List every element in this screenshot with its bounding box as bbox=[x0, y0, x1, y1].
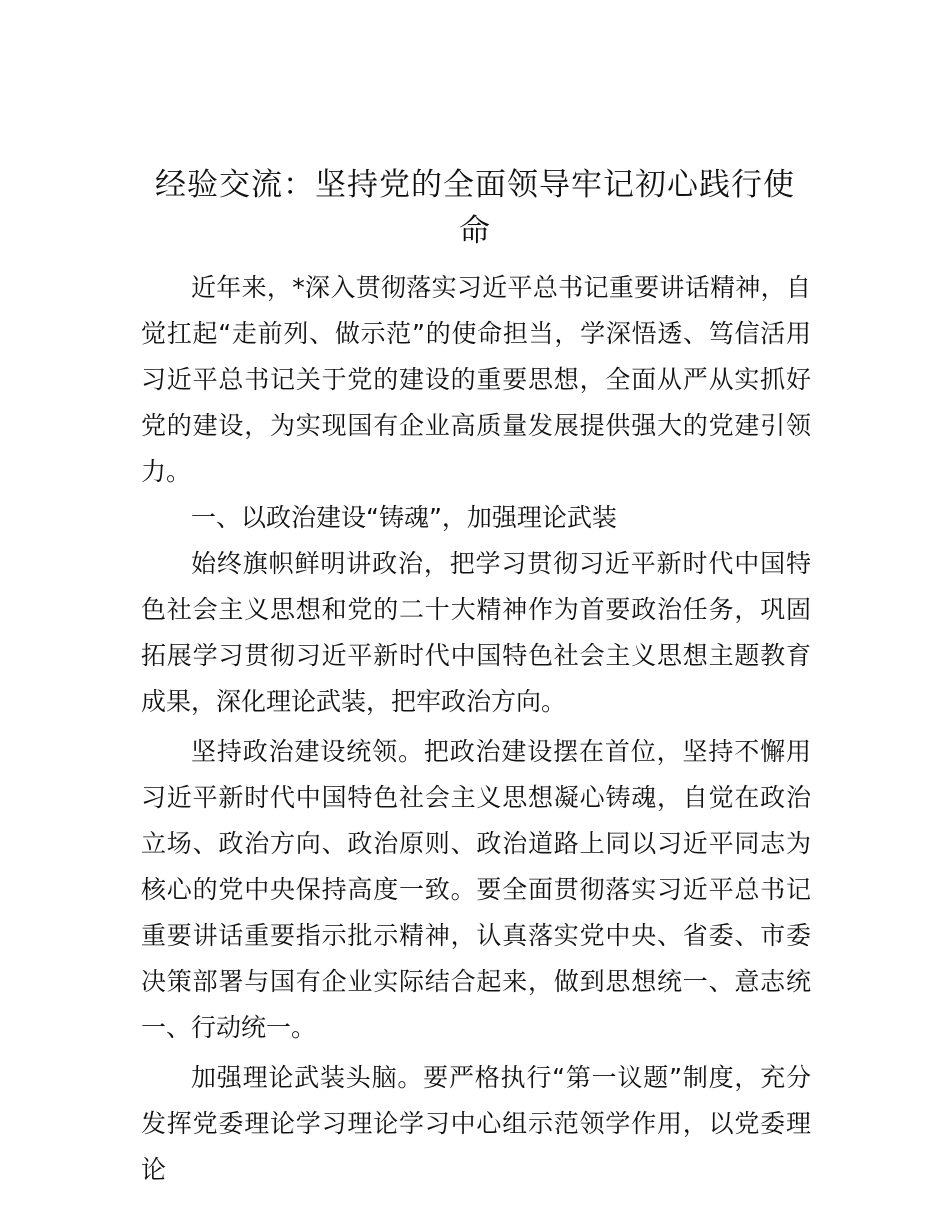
section-heading-1: 一、以政治建设“铸魂”，加强理论武装 bbox=[191, 503, 617, 532]
paragraph-political-direction: 始终旗帜鲜明讲政治，把学习贯彻习近平新时代中国特色社会主义思想和党的二十大精神作为首要政治任务，巩固拓展学习贯彻习近平新时代中国特色社会主义思想主题教育成果，深化理论武装，把牢政治方向。 bbox=[141, 549, 811, 716]
paragraph-intro: 近年来，*深入贯彻落实习近平总书记重要讲话精神，自觉扛起“走前列、做示范”的使命担当，学深悟透、笃信活用习近平总书记关于党的建设的重要思想，全面从严从实抓好党的建设，为实现国有企业高质量发展提供强大的党建引领力。 bbox=[141, 273, 811, 486]
document-body bbox=[141, 265, 811, 1193]
paragraph-political-leadership: 坚持政治建设统领。把政治建设摆在首位，坚持不懈用习近平新时代中国特色社会主义思想凝心铸魂，自觉在政治立场、政治方向、政治原则、政治道路上同以习近平同志为核心的党中央保持高度一致。要全面贯彻落实习近平总书记重要讲话重要指示批示精神，认真落实党中央、省委、市委决策部署与国有企业实际结合起来，做到思想统一、意志统一、行动统一。 bbox=[141, 737, 811, 1042]
document-title: 经验交流：坚持党的全面领导牢记初心践行使命 bbox=[155, 167, 795, 249]
paragraph-theory-armament: 加强理论武装头脑。要严格执行“第一议题”制度，充分发挥党委理论学习理论学习中心组示范领学作用，以党委理论 bbox=[141, 1063, 811, 1184]
